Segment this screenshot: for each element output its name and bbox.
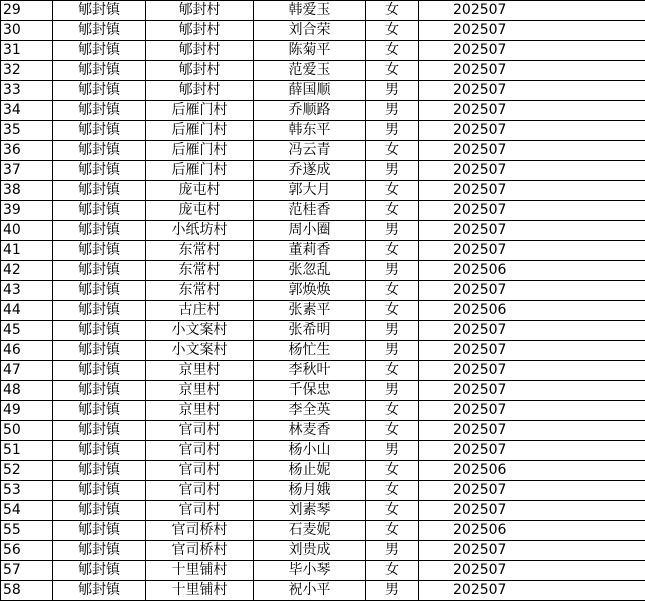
row-number-cell: 39 — [1, 201, 53, 221]
town-cell: 郇封镇 — [53, 281, 146, 301]
town-cell: 郇封镇 — [53, 421, 146, 441]
village-cell: 官司村 — [146, 481, 254, 501]
row-number-cell: 50 — [1, 421, 53, 441]
town-cell: 郇封镇 — [53, 61, 146, 81]
name-cell: 郭大月 — [254, 181, 366, 201]
table-row — [1, 61, 645, 81]
table-row — [1, 281, 645, 301]
village-cell: 后雁门村 — [146, 161, 254, 181]
month-cell: 202507 — [419, 561, 645, 581]
town-cell: 郇封镇 — [53, 341, 146, 361]
name-cell: 千保忠 — [254, 381, 366, 401]
village-cell: 官司桥村 — [146, 521, 254, 541]
village-cell: 后雁门村 — [146, 101, 254, 121]
row-number-cell: 45 — [1, 321, 53, 341]
row-number-cell: 38 — [1, 181, 53, 201]
name-cell: 杨止妮 — [254, 461, 366, 481]
name-cell: 乔顺路 — [254, 101, 366, 121]
town-cell: 郇封镇 — [53, 441, 146, 461]
row-number-cell: 48 — [1, 381, 53, 401]
name-cell: 杨月娥 — [254, 481, 366, 501]
month-cell: 202507 — [419, 541, 645, 561]
name-cell: 林麦香 — [254, 421, 366, 441]
row-number-cell: 44 — [1, 301, 53, 321]
gender-cell: 女 — [366, 461, 419, 481]
table-row — [1, 501, 645, 521]
gender-cell: 男 — [366, 581, 419, 601]
row-number-cell: 42 — [1, 261, 53, 281]
table-row — [1, 241, 645, 261]
month-cell: 202507 — [419, 141, 645, 161]
table-row — [1, 81, 645, 101]
month-cell: 202507 — [419, 221, 645, 241]
row-number-cell: 41 — [1, 241, 53, 261]
name-cell: 韩爱玉 — [254, 1, 366, 21]
table-row — [1, 21, 645, 41]
gender-cell: 男 — [366, 441, 419, 461]
gender-cell: 男 — [366, 101, 419, 121]
town-cell: 郇封镇 — [53, 261, 146, 281]
gender-cell: 女 — [366, 21, 419, 41]
village-cell: 后雁门村 — [146, 141, 254, 161]
table-row — [1, 161, 645, 181]
row-number-cell: 53 — [1, 481, 53, 501]
town-cell: 郇封镇 — [53, 301, 146, 321]
month-cell: 202507 — [419, 101, 645, 121]
month-cell: 202507 — [419, 501, 645, 521]
table-row — [1, 561, 645, 581]
gender-cell: 女 — [366, 361, 419, 381]
row-number-cell: 55 — [1, 521, 53, 541]
gender-cell: 男 — [366, 541, 419, 561]
month-cell: 202507 — [419, 441, 645, 461]
town-cell: 郇封镇 — [53, 81, 146, 101]
village-cell: 后雁门村 — [146, 121, 254, 141]
village-cell: 庞屯村 — [146, 181, 254, 201]
name-cell: 范爱玉 — [254, 61, 366, 81]
name-cell: 范桂香 — [254, 201, 366, 221]
table-row — [1, 41, 645, 61]
gender-cell: 女 — [366, 41, 419, 61]
gender-cell: 女 — [366, 301, 419, 321]
town-cell: 郇封镇 — [53, 241, 146, 261]
town-cell: 郇封镇 — [53, 501, 146, 521]
row-number-cell: 49 — [1, 401, 53, 421]
table-row — [1, 321, 645, 341]
name-cell: 杨忙生 — [254, 341, 366, 361]
table-row — [1, 141, 645, 161]
row-number-cell: 51 — [1, 441, 53, 461]
table-row — [1, 481, 645, 501]
gender-cell: 男 — [366, 321, 419, 341]
gender-cell: 男 — [366, 81, 419, 101]
table-row — [1, 121, 645, 141]
name-cell: 韩东平 — [254, 121, 366, 141]
village-cell: 东常村 — [146, 261, 254, 281]
name-cell: 张希明 — [254, 321, 366, 341]
gender-cell: 女 — [366, 1, 419, 21]
table-row — [1, 461, 645, 481]
name-cell: 刘合荣 — [254, 21, 366, 41]
month-cell: 202506 — [419, 261, 645, 281]
village-cell: 小文案村 — [146, 341, 254, 361]
gender-cell: 女 — [366, 401, 419, 421]
village-cell: 京里村 — [146, 381, 254, 401]
village-cell: 官司桥村 — [146, 541, 254, 561]
month-cell: 202507 — [419, 121, 645, 141]
name-cell: 郭焕焕 — [254, 281, 366, 301]
town-cell: 郇封镇 — [53, 401, 146, 421]
village-cell: 官司村 — [146, 501, 254, 521]
month-cell: 202507 — [419, 581, 645, 601]
month-cell: 202507 — [419, 481, 645, 501]
name-cell: 陈菊平 — [254, 41, 366, 61]
town-cell: 郇封镇 — [53, 541, 146, 561]
gender-cell: 男 — [366, 381, 419, 401]
row-number-cell: 40 — [1, 221, 53, 241]
month-cell: 202506 — [419, 301, 645, 321]
table-row — [1, 301, 645, 321]
row-number-cell: 57 — [1, 561, 53, 581]
row-number-cell: 37 — [1, 161, 53, 181]
table-row — [1, 1, 645, 21]
village-cell: 京里村 — [146, 401, 254, 421]
month-cell: 202506 — [419, 521, 645, 541]
row-number-cell: 32 — [1, 61, 53, 81]
month-cell: 202507 — [419, 201, 645, 221]
village-cell: 十里铺村 — [146, 581, 254, 601]
month-cell: 202507 — [419, 41, 645, 61]
village-cell: 官司村 — [146, 441, 254, 461]
month-cell: 202507 — [419, 161, 645, 181]
month-cell: 202507 — [419, 81, 645, 101]
gender-cell: 男 — [366, 121, 419, 141]
row-number-cell: 54 — [1, 501, 53, 521]
village-cell: 郇封村 — [146, 21, 254, 41]
name-cell: 乔遂成 — [254, 161, 366, 181]
row-number-cell: 36 — [1, 141, 53, 161]
table-row — [1, 401, 645, 421]
month-cell: 202507 — [419, 241, 645, 261]
town-cell: 郇封镇 — [53, 41, 146, 61]
name-cell: 刘素琴 — [254, 501, 366, 521]
gender-cell: 男 — [366, 341, 419, 361]
name-cell: 李秋叶 — [254, 361, 366, 381]
table-row — [1, 521, 645, 541]
name-cell: 石麦妮 — [254, 521, 366, 541]
gender-cell: 女 — [366, 421, 419, 441]
table-row — [1, 441, 645, 461]
row-number-cell: 31 — [1, 41, 53, 61]
village-cell: 小文案村 — [146, 321, 254, 341]
town-cell: 郇封镇 — [53, 521, 146, 541]
gender-cell: 男 — [366, 221, 419, 241]
table-row — [1, 381, 645, 401]
table-row — [1, 581, 645, 601]
row-number-cell: 35 — [1, 121, 53, 141]
name-cell: 张忽乱 — [254, 261, 366, 281]
month-cell: 202507 — [419, 181, 645, 201]
name-cell: 杨小山 — [254, 441, 366, 461]
town-cell: 郇封镇 — [53, 461, 146, 481]
name-cell: 冯云青 — [254, 141, 366, 161]
row-number-cell: 33 — [1, 81, 53, 101]
town-cell: 郇封镇 — [53, 21, 146, 41]
month-cell: 202507 — [419, 21, 645, 41]
table-row — [1, 221, 645, 241]
name-cell: 李全英 — [254, 401, 366, 421]
row-number-cell: 29 — [1, 1, 53, 21]
roster-table-body — [1, 1, 645, 601]
village-cell: 郇封村 — [146, 61, 254, 81]
gender-cell: 男 — [366, 261, 419, 281]
town-cell: 郇封镇 — [53, 581, 146, 601]
table-row — [1, 201, 645, 221]
row-number-cell: 30 — [1, 21, 53, 41]
month-cell: 202506 — [419, 461, 645, 481]
town-cell: 郇封镇 — [53, 561, 146, 581]
gender-cell: 女 — [366, 561, 419, 581]
month-cell: 202507 — [419, 361, 645, 381]
village-cell: 京里村 — [146, 361, 254, 381]
gender-cell: 女 — [366, 521, 419, 541]
name-cell: 祝小平 — [254, 581, 366, 601]
table-row — [1, 101, 645, 121]
gender-cell: 女 — [366, 61, 419, 81]
town-cell: 郇封镇 — [53, 1, 146, 21]
village-cell: 古庄村 — [146, 301, 254, 321]
month-cell: 202507 — [419, 341, 645, 361]
town-cell: 郇封镇 — [53, 381, 146, 401]
town-cell: 郇封镇 — [53, 481, 146, 501]
town-cell: 郇封镇 — [53, 201, 146, 221]
village-cell: 郇封村 — [146, 81, 254, 101]
row-number-cell: 58 — [1, 581, 53, 601]
row-number-cell: 47 — [1, 361, 53, 381]
gender-cell: 女 — [366, 141, 419, 161]
gender-cell: 女 — [366, 501, 419, 521]
gender-cell: 男 — [366, 161, 419, 181]
row-number-cell: 52 — [1, 461, 53, 481]
table-row — [1, 361, 645, 381]
town-cell: 郇封镇 — [53, 121, 146, 141]
name-cell: 毕小琴 — [254, 561, 366, 581]
town-cell: 郇封镇 — [53, 161, 146, 181]
name-cell: 薛国顺 — [254, 81, 366, 101]
table-row — [1, 261, 645, 281]
month-cell: 202507 — [419, 1, 645, 21]
village-cell: 郇封村 — [146, 41, 254, 61]
month-cell: 202507 — [419, 421, 645, 441]
table-row — [1, 421, 645, 441]
town-cell: 郇封镇 — [53, 101, 146, 121]
row-number-cell: 46 — [1, 341, 53, 361]
village-cell: 庞屯村 — [146, 201, 254, 221]
row-number-cell: 34 — [1, 101, 53, 121]
row-number-cell: 43 — [1, 281, 53, 301]
name-cell: 张素平 — [254, 301, 366, 321]
name-cell: 周小圈 — [254, 221, 366, 241]
village-cell: 官司村 — [146, 461, 254, 481]
gender-cell: 女 — [366, 481, 419, 501]
name-cell: 董莉香 — [254, 241, 366, 261]
gender-cell: 女 — [366, 181, 419, 201]
town-cell: 郇封镇 — [53, 141, 146, 161]
month-cell: 202507 — [419, 321, 645, 341]
month-cell: 202507 — [419, 381, 645, 401]
village-cell: 东常村 — [146, 281, 254, 301]
village-cell: 郇封村 — [146, 1, 254, 21]
gender-cell: 女 — [366, 201, 419, 221]
gender-cell: 女 — [366, 241, 419, 261]
table-row — [1, 341, 645, 361]
table-row — [1, 541, 645, 561]
village-cell: 十里铺村 — [146, 561, 254, 581]
table-row — [1, 181, 645, 201]
name-cell: 刘贵成 — [254, 541, 366, 561]
village-cell: 小纸坊村 — [146, 221, 254, 241]
village-cell: 东常村 — [146, 241, 254, 261]
month-cell: 202507 — [419, 61, 645, 81]
row-number-cell: 56 — [1, 541, 53, 561]
month-cell: 202507 — [419, 401, 645, 421]
month-cell: 202507 — [419, 281, 645, 301]
town-cell: 郇封镇 — [53, 321, 146, 341]
town-cell: 郇封镇 — [53, 181, 146, 201]
town-cell: 郇封镇 — [53, 221, 146, 241]
village-cell: 官司村 — [146, 421, 254, 441]
gender-cell: 女 — [366, 281, 419, 301]
town-cell: 郇封镇 — [53, 361, 146, 381]
